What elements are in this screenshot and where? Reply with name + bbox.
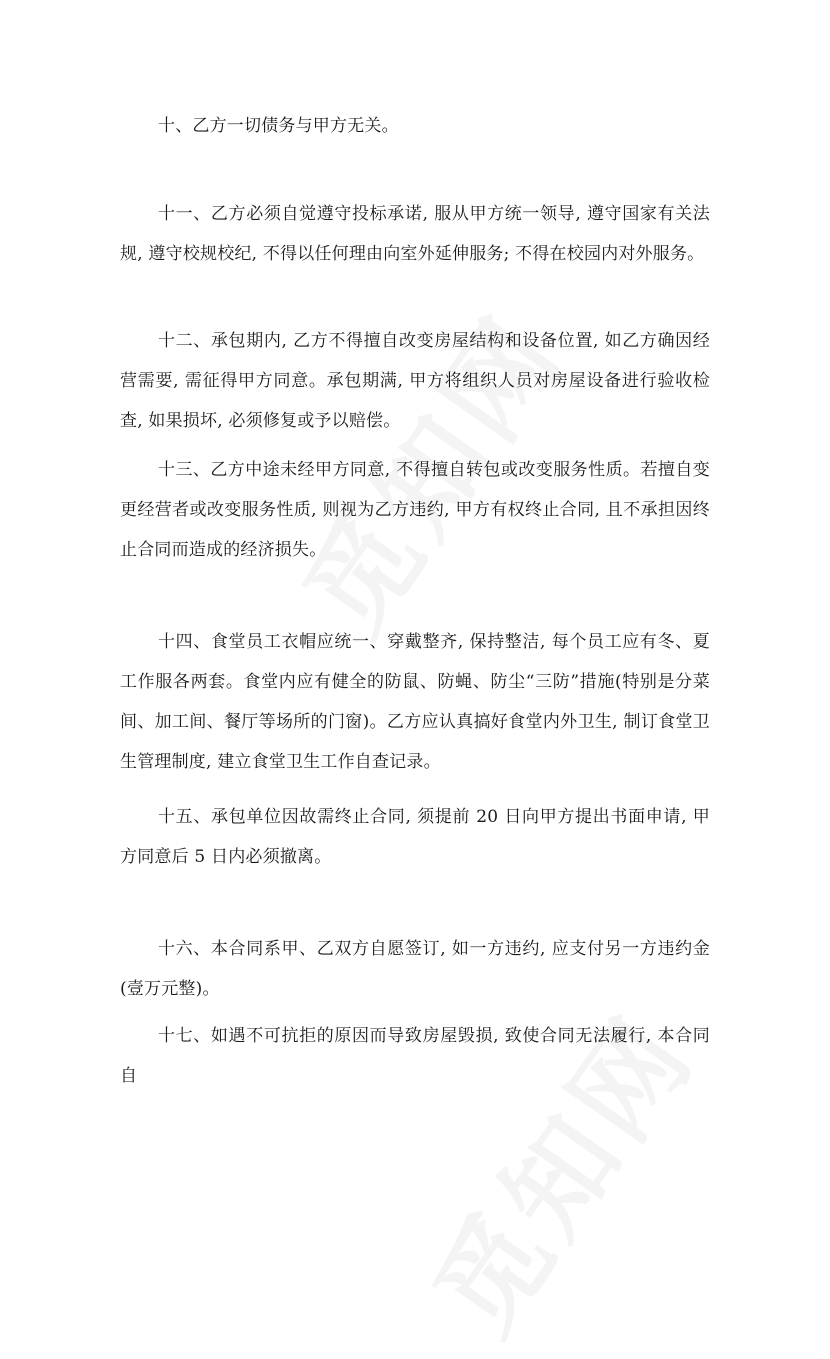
clause-12: 十二、承包期内, 乙方不得擅自改变房屋结构和设备位置, 如乙方确因经营需要, 需征得甲方同意。承包期满, 甲方将组织人员对房屋设备进行验收检查, 如果损坏, 必须修复或予以赔偿。 xyxy=(120,331,710,431)
clause-14: 十四、食堂员工衣帽应统一、穿戴整齐, 保持整洁, 每个员工应有冬、夏工作服各两套。食堂内应有健全的防鼠、防蝇、防尘“三防”措施(特别是分菜间、加工间、餐厅等场所的门窗)。乙方应认真搞好食堂内外卫生, 制订食堂卫生管理制度, 建立食堂卫生工作自查记录。 xyxy=(120,632,710,772)
clause-11: 十一、乙方必须自觉遵守投标承诺, 服从甲方统一领导, 遵守国家有关法规, 遵守校规校纪, 不得以任何理由向室外延伸服务; 不得在校园内对外服务。 xyxy=(120,204,710,264)
clause-17: 十七、如遇不可抗拒的原因而导致房屋毁损, 致使合同无法履行, 本合同自 xyxy=(120,1026,710,1086)
clause-16: 十六、本合同系甲、乙双方自愿签订, 如一方违约, 应支付另一方违约金(壹万元整)。 xyxy=(120,939,710,999)
clause-13: 十三、乙方中途未经甲方同意, 不得擅自转包或改变服务性质。若擅自变更经营者或改变服务性质, 则视为乙方违约, 甲方有权终止合同, 且不承担因终止合同而造成的经济损失。 xyxy=(120,460,710,560)
clause-10: 十、乙方一切债务与甲方无关。 xyxy=(158,116,399,136)
clause-15: 十五、承包单位因故需终止合同, 须提前 20 日向甲方提出书面申请, 甲方同意后 5 日内必须撤离。 xyxy=(120,807,710,867)
